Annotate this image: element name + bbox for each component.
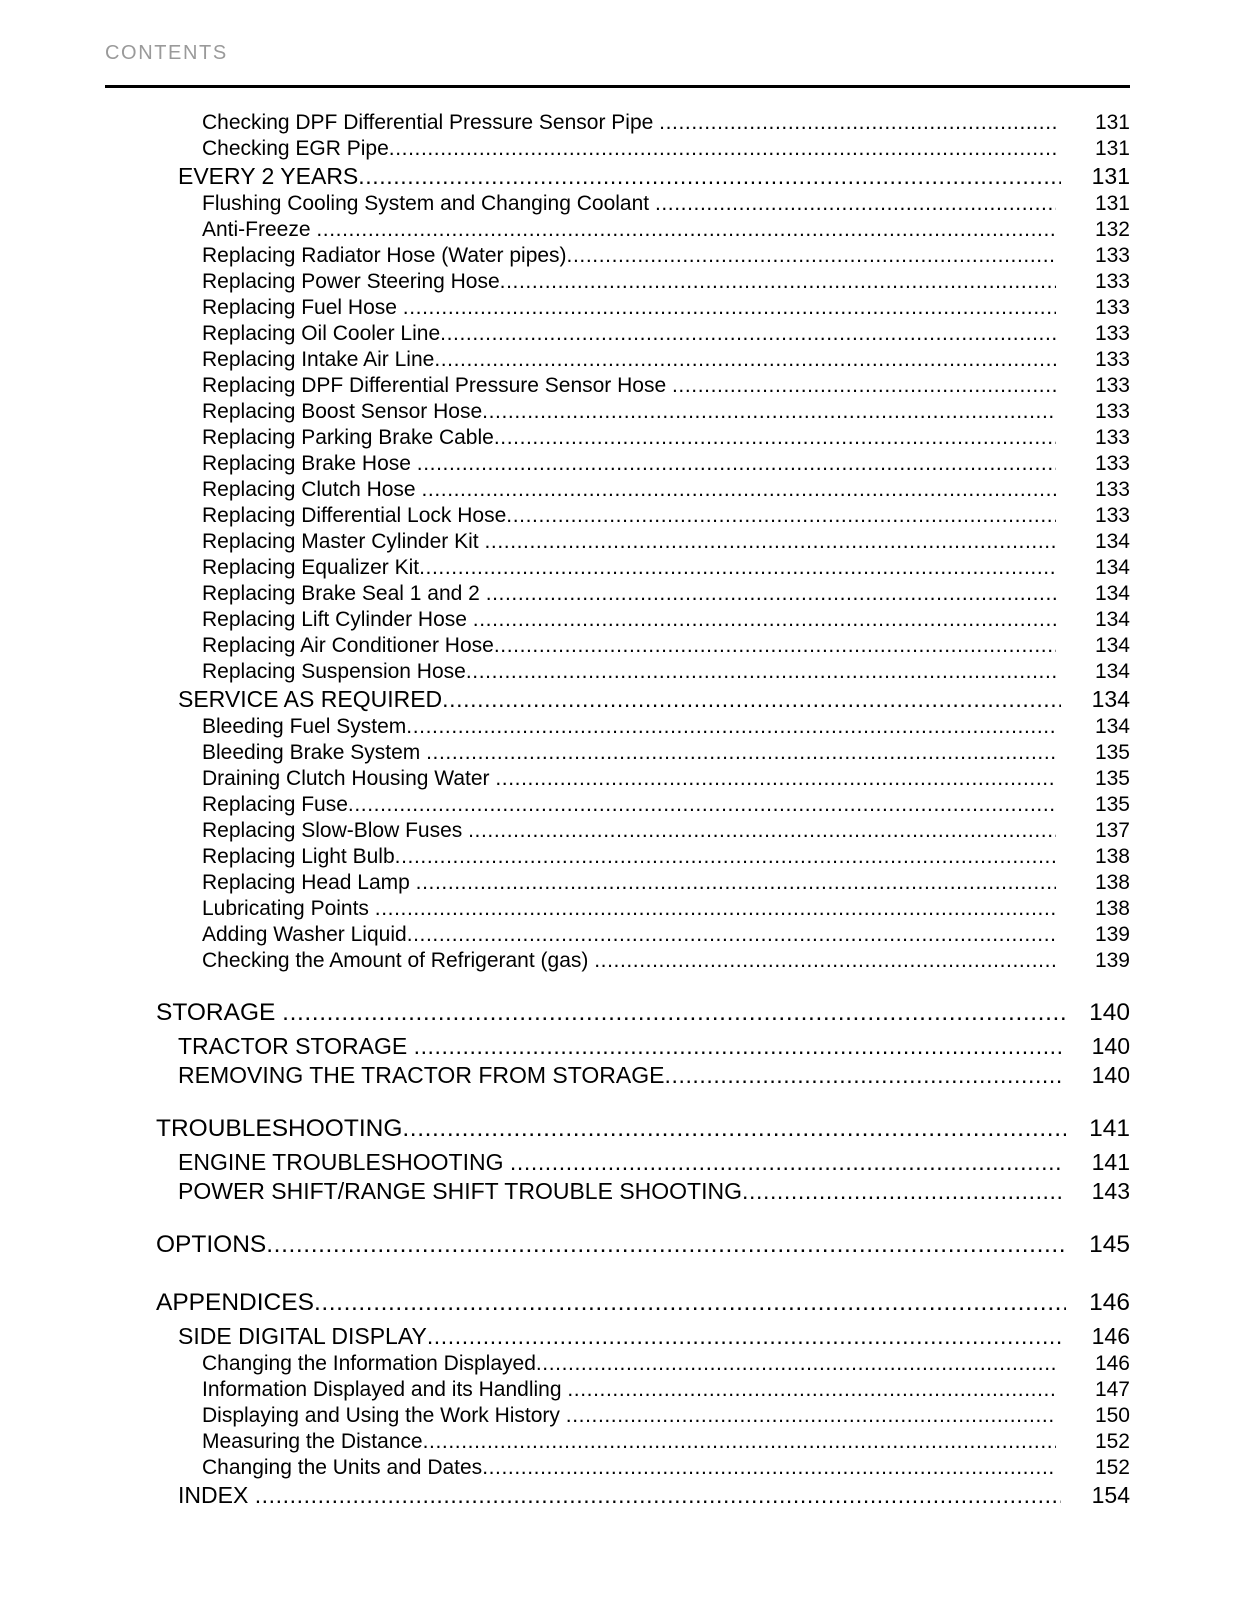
- toc-entry-page-number: 133: [1094, 244, 1130, 267]
- toc-entry[interactable]: [105, 162, 1130, 191]
- toc-entry-label: TRACTOR STORAGE: [178, 1033, 414, 1059]
- toc-entry[interactable]: [105, 136, 1130, 162]
- toc-dot-leader: [506, 503, 1056, 529]
- toc-entry-label: Replacing Intake Air Line: [202, 348, 435, 371]
- toc-entry[interactable]: [105, 922, 1130, 948]
- toc-entry-label: Replacing Brake Hose: [202, 452, 417, 475]
- toc-entry-label: Replacing Clutch Hose: [202, 478, 422, 501]
- toc-entry-label: Replacing Brake Seal 1 and 2: [202, 582, 486, 605]
- toc-dot-leader: [440, 321, 1056, 347]
- toc-entry[interactable]: [105, 659, 1130, 685]
- toc-entry-label: Checking DPF Differential Pressure Sensor Pipe: [202, 111, 660, 134]
- toc-entry[interactable]: [105, 110, 1130, 136]
- toc-entry-page-number: 147: [1094, 1378, 1130, 1401]
- toc-entry-label: Replacing Slow-Blow Fuses: [202, 819, 469, 842]
- toc-entry-page-number: 141: [1091, 1149, 1130, 1175]
- toc-entry-label: TROUBLESHOOTING: [156, 1115, 403, 1142]
- toc-entry-page-number: 133: [1094, 374, 1130, 397]
- toc-entry[interactable]: [105, 766, 1130, 792]
- toc-entry[interactable]: [105, 714, 1130, 740]
- toc-dot-leader: [406, 714, 1056, 740]
- page-header: [105, 40, 1130, 66]
- toc-entry-label: Replacing Master Cylinder Kit: [202, 530, 485, 553]
- toc-dot-leader: [416, 870, 1056, 896]
- toc-entry[interactable]: [105, 1032, 1130, 1061]
- toc-dot-leader: [421, 477, 1056, 503]
- toc-entry[interactable]: [105, 581, 1130, 607]
- toc-entry-page-number: 150: [1094, 1404, 1130, 1427]
- toc-dot-leader: [434, 347, 1056, 373]
- toc-entry-label: Checking the Amount of Refrigerant (gas): [202, 949, 595, 972]
- toc-entry-page-number: 133: [1094, 452, 1130, 475]
- toc-entry[interactable]: [105, 685, 1130, 714]
- toc-dot-leader: [282, 993, 1066, 1032]
- toc-entry-label: Information Displayed and its Handling: [202, 1378, 568, 1401]
- toc-entry-page-number: 146: [1094, 1352, 1130, 1375]
- toc-entry[interactable]: [105, 191, 1130, 217]
- toc-entry[interactable]: [105, 1455, 1130, 1481]
- table-of-contents: [105, 110, 1130, 1510]
- toc-entry-label: Measuring the Distance: [202, 1430, 423, 1453]
- toc-entry-label: APPENDICES: [156, 1289, 314, 1316]
- toc-dot-leader: [417, 451, 1056, 477]
- toc-entry[interactable]: [105, 1225, 1130, 1264]
- toc-entry-label: Adding Washer Liquid: [202, 923, 407, 946]
- toc-dot-leader: [316, 217, 1056, 243]
- toc-entry-label: OPTIONS: [156, 1231, 267, 1258]
- toc-dot-leader: [266, 1225, 1066, 1264]
- toc-entry-label: Replacing Suspension Hose: [202, 660, 466, 683]
- toc-dot-leader: [664, 1061, 1061, 1090]
- toc-dot-leader: [395, 844, 1056, 870]
- toc-entry-label: Draining Clutch Housing Water: [202, 767, 496, 790]
- toc-entry[interactable]: [105, 555, 1130, 581]
- toc-dot-leader: [358, 162, 1061, 191]
- toc-entry-page-number: 141: [1089, 1115, 1130, 1142]
- toc-entry-label: Replacing Parking Brake Cable: [202, 426, 494, 449]
- toc-group-appendices: [105, 1283, 1130, 1510]
- toc-entry-label: Replacing Power Steering Hose: [202, 270, 500, 293]
- toc-entry-page-number: 134: [1091, 686, 1130, 712]
- toc-entry-label: Replacing Light Bulb: [202, 845, 395, 868]
- toc-dot-leader: [255, 1481, 1061, 1510]
- toc-dot-leader: [659, 110, 1056, 136]
- toc-entry[interactable]: [105, 633, 1130, 659]
- toc-entry-page-number: 131: [1094, 192, 1130, 215]
- toc-entry-label: Bleeding Fuel System: [202, 715, 407, 738]
- toc-entry-page-number: 137: [1094, 819, 1130, 842]
- toc-entry-page-number: 134: [1094, 556, 1130, 579]
- toc-dot-leader: [414, 1032, 1061, 1061]
- toc-dot-leader: [494, 425, 1056, 451]
- toc-entry-label: SIDE DIGITAL DISPLAY: [178, 1323, 427, 1349]
- toc-dot-leader: [742, 1177, 1061, 1206]
- toc-entry-label: Changing the Units and Dates: [202, 1456, 483, 1479]
- toc-entry-page-number: 152: [1094, 1456, 1130, 1479]
- toc-entry[interactable]: [105, 1322, 1130, 1351]
- toc-entry-label: Anti-Freeze: [202, 218, 317, 241]
- toc-entry[interactable]: [105, 870, 1130, 896]
- toc-dot-leader: [375, 896, 1056, 922]
- toc-entry[interactable]: [105, 818, 1130, 844]
- toc-entry-page-number: 146: [1091, 1323, 1130, 1349]
- toc-dot-leader: [466, 659, 1056, 685]
- toc-entry-page-number: 131: [1094, 137, 1130, 160]
- toc-entry-label: Replacing Oil Cooler Line: [202, 322, 441, 345]
- toc-entry-page-number: 133: [1094, 504, 1130, 527]
- toc-entry-label: Replacing Equalizer Kit: [202, 556, 420, 579]
- toc-entry-page-number: 131: [1094, 111, 1130, 134]
- toc-entry[interactable]: [105, 1377, 1130, 1403]
- toc-dot-leader: [484, 529, 1056, 555]
- toc-entry[interactable]: [105, 1177, 1130, 1206]
- toc-entry-page-number: 145: [1089, 1231, 1130, 1258]
- toc-entry[interactable]: [105, 792, 1130, 818]
- toc-entry-label: Replacing DPF Differential Pressure Sensor Hose: [202, 374, 672, 397]
- page-title: CONTENTS: [105, 42, 228, 64]
- toc-entry-page-number: 133: [1094, 322, 1130, 345]
- toc-dot-leader: [426, 740, 1056, 766]
- toc-entry-label: ENGINE TROUBLESHOOTING: [178, 1149, 510, 1175]
- toc-entry-label: INDEX: [178, 1482, 255, 1508]
- toc-entry-page-number: 134: [1094, 582, 1130, 605]
- toc-entry-label: Replacing Lift Cylinder Hose: [202, 608, 473, 631]
- toc-entry[interactable]: [105, 477, 1130, 503]
- toc-entry[interactable]: [105, 321, 1130, 347]
- toc-entry[interactable]: [105, 451, 1130, 477]
- toc-entry[interactable]: [105, 844, 1130, 870]
- toc-entry-label: Replacing Boost Sensor Hose: [202, 400, 483, 423]
- toc-dot-leader: [672, 373, 1056, 399]
- toc-entry[interactable]: [105, 1061, 1130, 1090]
- toc-entry[interactable]: [105, 529, 1130, 555]
- toc-dot-leader: [442, 685, 1061, 714]
- toc-entry-page-number: 134: [1094, 608, 1130, 631]
- toc-dot-leader: [536, 1351, 1056, 1377]
- toc-entry[interactable]: [105, 503, 1130, 529]
- toc-dot-leader: [473, 607, 1056, 633]
- toc-dot-leader: [500, 269, 1056, 295]
- toc-entry-label: Replacing Differential Lock Hose: [202, 504, 507, 527]
- toc-entry[interactable]: [105, 425, 1130, 451]
- toc-entry[interactable]: [105, 1109, 1130, 1148]
- toc-group-maintenance-continued: [105, 110, 1130, 974]
- toc-dot-leader: [427, 1322, 1061, 1351]
- toc-entry-label: Lubricating Points: [202, 897, 375, 920]
- toc-dot-leader: [567, 243, 1056, 269]
- toc-entry-page-number: 134: [1094, 660, 1130, 683]
- toc-entry-label: REMOVING THE TRACTOR FROM STORAGE: [178, 1062, 665, 1088]
- toc-dot-leader: [594, 948, 1056, 974]
- toc-entry-label: Changing the Information Displayed: [202, 1352, 536, 1375]
- header-divider: [105, 85, 1130, 88]
- toc-entry-label: SERVICE AS REQUIRED: [178, 686, 443, 712]
- toc-entry-page-number: 152: [1094, 1430, 1130, 1453]
- toc-entry-label: STORAGE: [156, 999, 283, 1026]
- toc-entry-page-number: 133: [1094, 478, 1130, 501]
- toc-entry-page-number: 140: [1091, 1062, 1130, 1088]
- toc-dot-leader: [403, 295, 1056, 321]
- toc-dot-leader: [419, 555, 1056, 581]
- toc-entry-label: Checking EGR Pipe: [202, 137, 389, 160]
- toc-entry-page-number: 154: [1091, 1482, 1130, 1508]
- toc-entry[interactable]: [105, 399, 1130, 425]
- toc-entry[interactable]: [105, 295, 1130, 321]
- toc-dot-leader: [468, 818, 1056, 844]
- toc-entry-page-number: 133: [1094, 270, 1130, 293]
- toc-dot-leader: [495, 766, 1056, 792]
- toc-entry-page-number: 140: [1089, 999, 1130, 1026]
- toc-entry-label: Flushing Cooling System and Changing Coolant: [202, 192, 655, 215]
- toc-entry-page-number: 146: [1089, 1289, 1130, 1316]
- toc-entry-label: Replacing Fuel Hose: [202, 296, 403, 319]
- toc-entry-label: Bleeding Brake System: [202, 741, 427, 764]
- toc-dot-leader: [389, 136, 1056, 162]
- toc-entry-page-number: 140: [1091, 1033, 1130, 1059]
- toc-entry-label: Replacing Head Lamp: [202, 871, 416, 894]
- toc-entry-page-number: 138: [1094, 871, 1130, 894]
- toc-entry-page-number: 131: [1091, 163, 1130, 189]
- toc-entry[interactable]: [105, 243, 1130, 269]
- toc-dot-leader: [314, 1283, 1066, 1322]
- toc-dot-leader: [482, 1455, 1056, 1481]
- toc-entry-page-number: 138: [1094, 845, 1130, 868]
- toc-entry-page-number: 139: [1094, 949, 1130, 972]
- toc-entry[interactable]: [105, 1283, 1130, 1322]
- toc-dot-leader: [348, 792, 1056, 818]
- toc-entry[interactable]: [105, 1481, 1130, 1510]
- toc-dot-leader: [510, 1148, 1061, 1177]
- toc-entry-page-number: 133: [1094, 426, 1130, 449]
- toc-entry-page-number: 139: [1094, 923, 1130, 946]
- toc-entry-page-number: 133: [1094, 348, 1130, 371]
- toc-entry-label: POWER SHIFT/RANGE SHIFT TROUBLE SHOOTING: [178, 1178, 742, 1204]
- toc-entry-page-number: 135: [1094, 793, 1130, 816]
- toc-entry[interactable]: [105, 740, 1130, 766]
- toc-entry-label: Replacing Air Conditioner Hose: [202, 634, 494, 657]
- toc-entry[interactable]: [105, 993, 1130, 1032]
- toc-entry-page-number: 135: [1094, 767, 1130, 790]
- toc-dot-leader: [655, 191, 1056, 217]
- toc-dot-leader: [402, 1109, 1066, 1148]
- toc-entry-label: Displaying and Using the Work History: [202, 1404, 566, 1427]
- toc-entry[interactable]: [105, 1403, 1130, 1429]
- toc-dot-leader: [566, 1403, 1056, 1429]
- toc-entry[interactable]: [105, 217, 1130, 243]
- toc-entry[interactable]: [105, 347, 1130, 373]
- toc-entry[interactable]: [105, 1351, 1130, 1377]
- toc-entry-page-number: 134: [1094, 634, 1130, 657]
- toc-entry[interactable]: [105, 1148, 1130, 1177]
- toc-dot-leader: [407, 922, 1056, 948]
- toc-entry[interactable]: [105, 607, 1130, 633]
- toc-dot-leader: [567, 1377, 1056, 1403]
- toc-entry-page-number: 143: [1091, 1178, 1130, 1204]
- toc-entry[interactable]: [105, 948, 1130, 974]
- toc-dot-leader: [494, 633, 1056, 659]
- toc-group-troubleshooting: [105, 1109, 1130, 1206]
- toc-entry-page-number: 133: [1094, 296, 1130, 319]
- toc-entry-page-number: 134: [1094, 715, 1130, 738]
- toc-entry-label: Replacing Fuse: [202, 793, 348, 816]
- toc-entry[interactable]: [105, 1429, 1130, 1455]
- toc-entry-page-number: 133: [1094, 400, 1130, 423]
- toc-group-storage: [105, 993, 1130, 1090]
- toc-dot-leader: [482, 399, 1056, 425]
- toc-entry[interactable]: [105, 269, 1130, 295]
- toc-entry-page-number: 138: [1094, 897, 1130, 920]
- toc-entry-label: Replacing Radiator Hose (Water pipes): [202, 244, 567, 267]
- toc-entry-page-number: 132: [1094, 218, 1130, 241]
- toc-dot-leader: [423, 1429, 1056, 1455]
- toc-group-options: [105, 1225, 1130, 1264]
- toc-entry[interactable]: [105, 896, 1130, 922]
- toc-entry-label: EVERY 2 YEARS: [178, 163, 359, 189]
- toc-dot-leader: [486, 581, 1056, 607]
- toc-entry-page-number: 134: [1094, 530, 1130, 553]
- toc-entry-page-number: 135: [1094, 741, 1130, 764]
- toc-entry[interactable]: [105, 373, 1130, 399]
